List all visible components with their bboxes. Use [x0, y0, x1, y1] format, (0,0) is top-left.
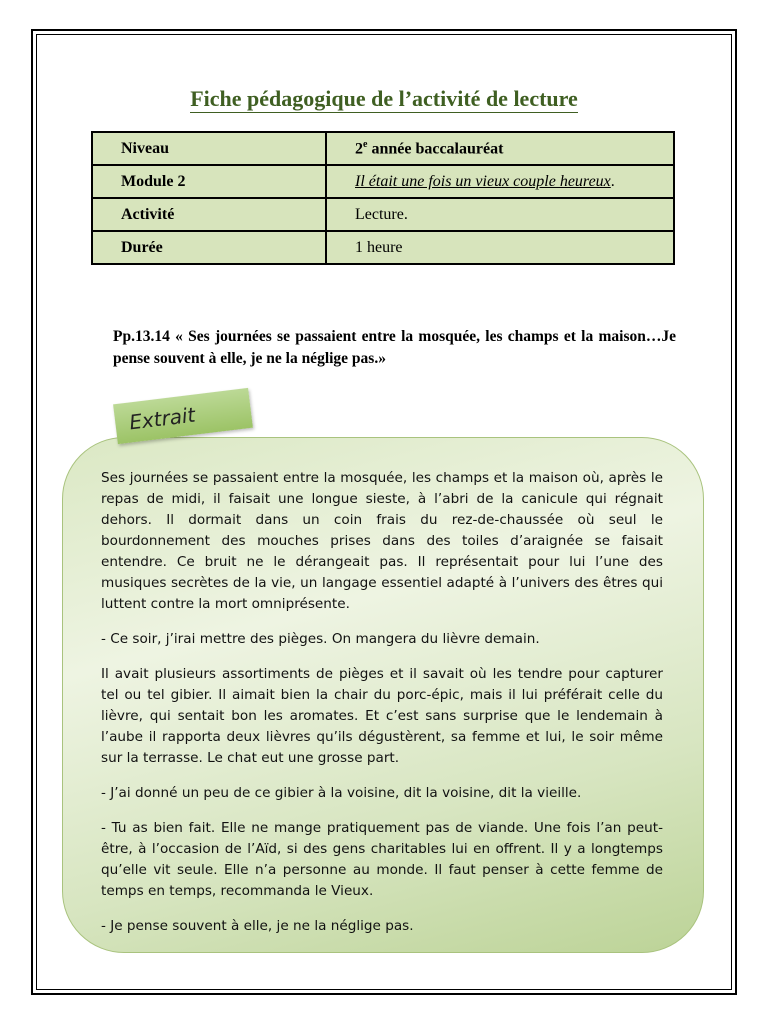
niveau-label: Niveau: [92, 132, 326, 165]
table-row: [92, 132, 674, 165]
extract-paragraph: Ses journées se passaient entre la mosquée, les champs et la maison où, après le repas de midi, il faisait une longue sieste, à l’abri de la canicule qui régnait dehors. Il dormait dans un coin frais du rez-de-chaussée où seul le bourdonnement des mouches prises dans des toiles d’araignée se faisait entendre. Ce bruit ne le dérangeait pas. Il représentait pour lui l’une des musiques secrètes de la vie, un langage essentiel adapté à l’univers des êtres qui luttent contre la mort omniprésente.: [101, 470, 663, 612]
table-row: [92, 198, 674, 231]
duree-value: 1 heure: [326, 231, 674, 264]
activite-label: Activité: [92, 198, 326, 231]
extract-paragraph: - Je pense souvent à elle, je ne la néglige pas.: [101, 918, 414, 934]
module-label: Module 2: [92, 165, 326, 198]
reference-quote: Pp.13.14 « Ses journées se passaient entre la mosquée, les champs et la maison…Je pense souvent à elle, je ne la néglige pas.»: [113, 328, 676, 367]
extract-text: [101, 468, 663, 951]
table-row: [92, 231, 674, 264]
info-table: [91, 131, 675, 265]
duree-label: Durée: [92, 231, 326, 264]
page-title: Fiche pédagogique de l’activité de lecture: [190, 86, 578, 111]
extract-paragraph: Il avait plusieurs assortiments de pièges et il savait où les tendre pour capturer tel ou tel gibier. Il aimait bien la chair du porc-épic, mais il lui préférait celle du lièvre, qui sentait bon les aromates. Et c’est sans surprise que le lendemain à l’aube il rapporta deux lièvres qu’ils dégustèrent, sa femme et lui, le soir même sur la terrasse. Le chat eut une grosse part.: [101, 666, 663, 766]
extract-paragraph: - Tu as bien fait. Elle ne mange pratiquement pas de viande. Une fois l’an peut-être, à l’occasion de l’Aïd, si des gens charitables lui en offrent. Il y a longtemps qu’elle vit seule. Elle n’a personne au monde. Il faut penser à cette femme de temps en temps, recommanda le Vieux.: [101, 820, 663, 899]
activite-value: Lecture.: [326, 198, 674, 231]
module-value: Il était une fois un vieux couple heureux.: [326, 165, 674, 198]
extract-paragraph: - Ce soir, j’irai mettre des pièges. On mangera du lièvre demain.: [101, 631, 540, 647]
extract-paragraph: - J’ai donné un peu de ce gibier à la voisine, dit la voisine, dit la vieille.: [101, 785, 582, 801]
extract-tag: Extrait: [113, 388, 253, 444]
niveau-value: 2e année baccalauréat: [326, 132, 674, 165]
table-row: [92, 165, 674, 198]
